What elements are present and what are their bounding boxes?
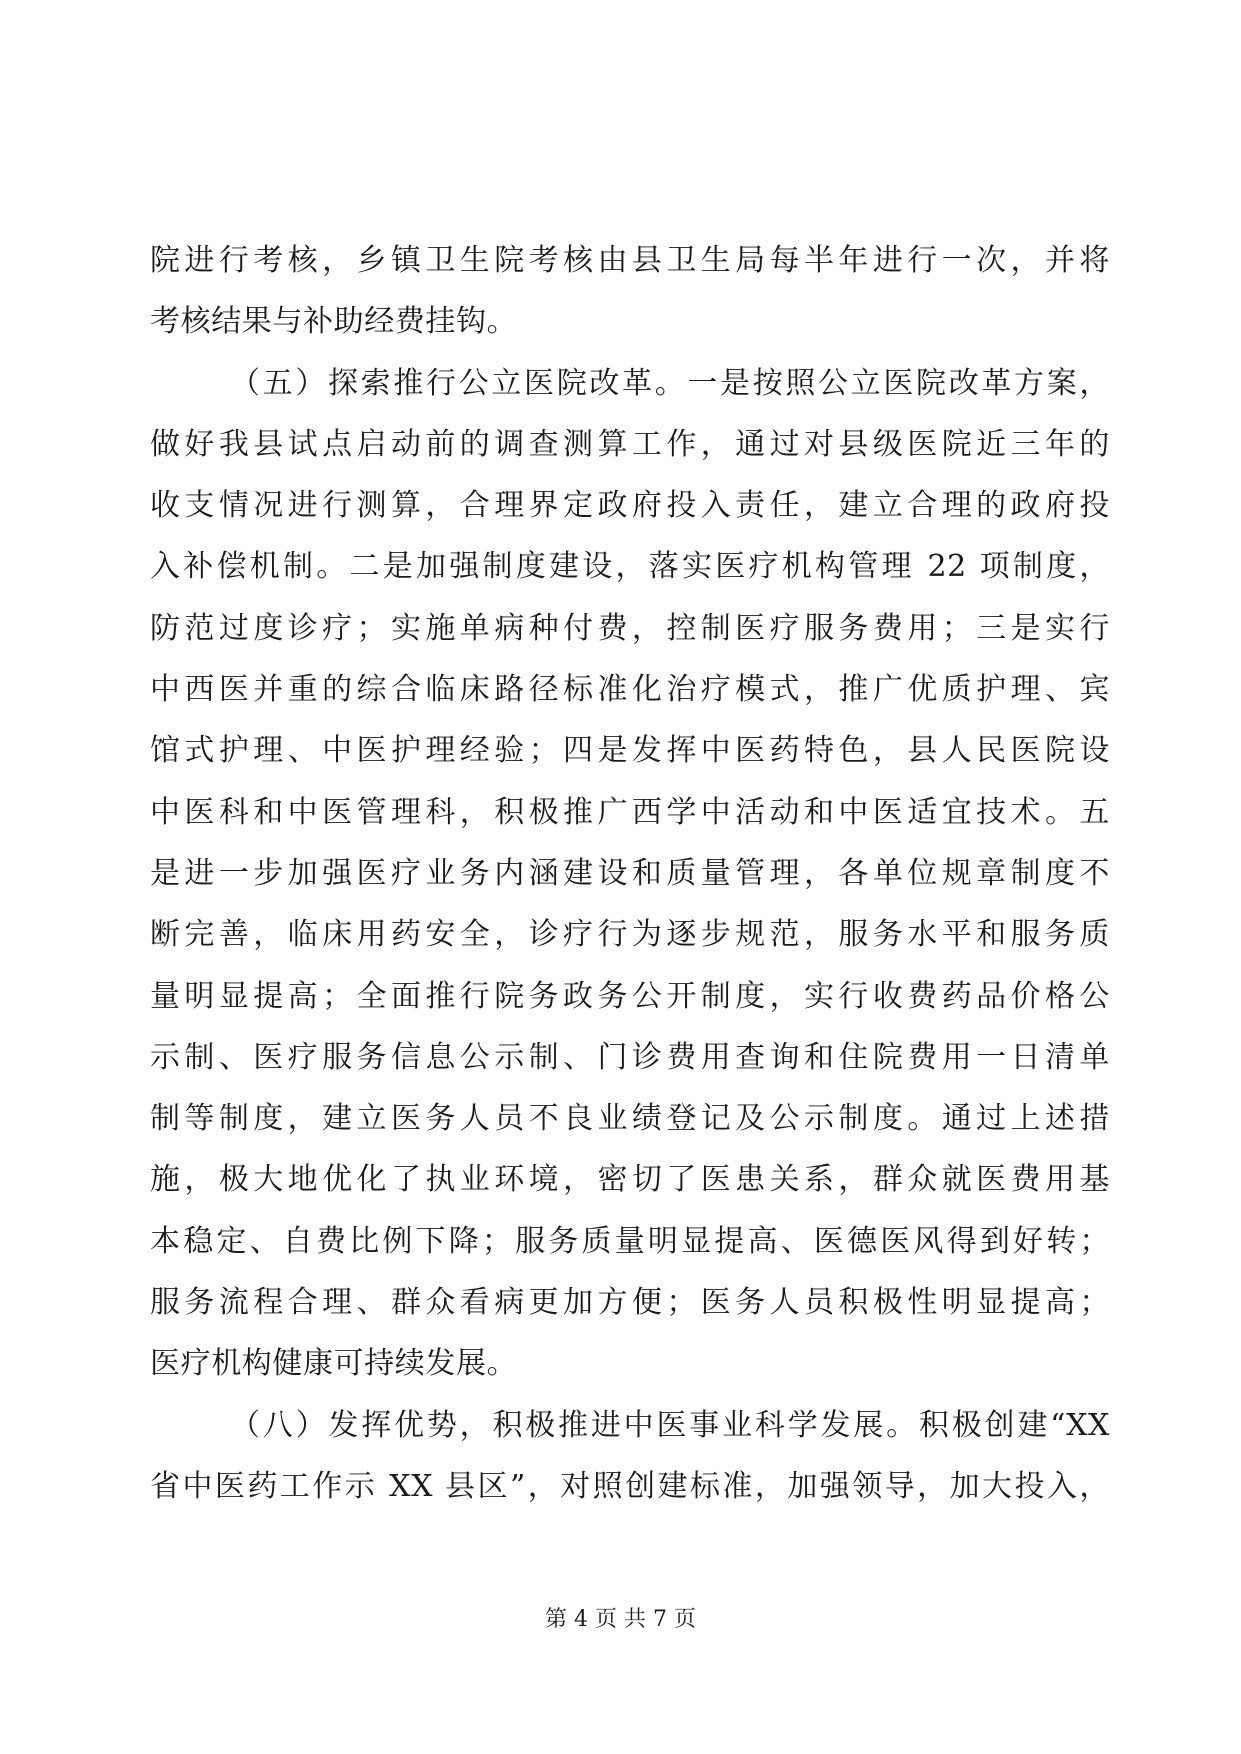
text-line: （八）发挥优势，积极推进中医事业科学发展。积极创建“XX: [230, 1407, 1110, 1443]
text-line: 是进一步加强医疗业务内涵建设和质量管理，各单位规章制度不: [150, 855, 1110, 891]
body-text: [150, 230, 1110, 1517]
text-line: 医疗机构健康可持续发展。: [150, 1346, 518, 1382]
text-line: 中西医并重的综合临床路径标准化治疗模式，推广优质护理、宾: [150, 672, 1110, 708]
text-line: 入补偿机制。二是加强制度建设，落实医疗机构管理 22 项制度，: [150, 549, 1110, 585]
text-line: 制等制度，建立医务人员不良业绩登记及公示制度。通过上述措: [150, 1101, 1110, 1137]
text-line: 考核结果与补助经费挂钩。: [150, 304, 518, 340]
text-line: （五）探索推行公立医院改革。一是按照公立医院改革方案，: [230, 365, 1110, 401]
text-line: 做好我县试点启动前的调查测算工作，通过对县级医院近三年的: [150, 426, 1110, 462]
page-footer: 第 4 页 共 7 页: [545, 1607, 696, 1632]
text-line: 馆式护理、中医护理经验；四是发挥中医药特色，县人民医院设: [150, 733, 1110, 769]
text-line: 服务流程合理、群众看病更加方便；医务人员积极性明显提高；: [150, 1285, 1110, 1321]
text-line: 院进行考核，乡镇卫生院考核由县卫生局每半年进行一次，并将: [150, 243, 1110, 278]
text-line: 中医科和中医管理科，积极推广西学中活动和中医适宜技术。五: [150, 794, 1110, 830]
text-line: 省中医药工作示 XX 县区”，对照创建标准，加强领导，加大投入，: [150, 1468, 1110, 1504]
text-line: 断完善，临床用药安全，诊疗行为逐步规范，服务水平和服务质: [150, 917, 1110, 953]
text-line: 示制、医疗服务信息公示制、门诊费用查询和住院费用一日清单: [150, 1039, 1110, 1075]
text-line: 施，极大地优化了执业环境，密切了医患关系，群众就医费用基: [150, 1162, 1110, 1198]
text-line: 本稳定、自费比例下降；服务质量明显提高、医德医风得到好转；: [150, 1223, 1110, 1259]
text-line: 量明显提高；全面推行院务政务公开制度，实行收费药品价格公: [150, 978, 1110, 1014]
text-line: 收支情况进行测算，合理界定政府投入责任，建立合理的政府投: [150, 488, 1110, 524]
text-line: 防范过度诊疗；实施单病种付费，控制医疗服务费用；三是实行: [150, 610, 1110, 646]
